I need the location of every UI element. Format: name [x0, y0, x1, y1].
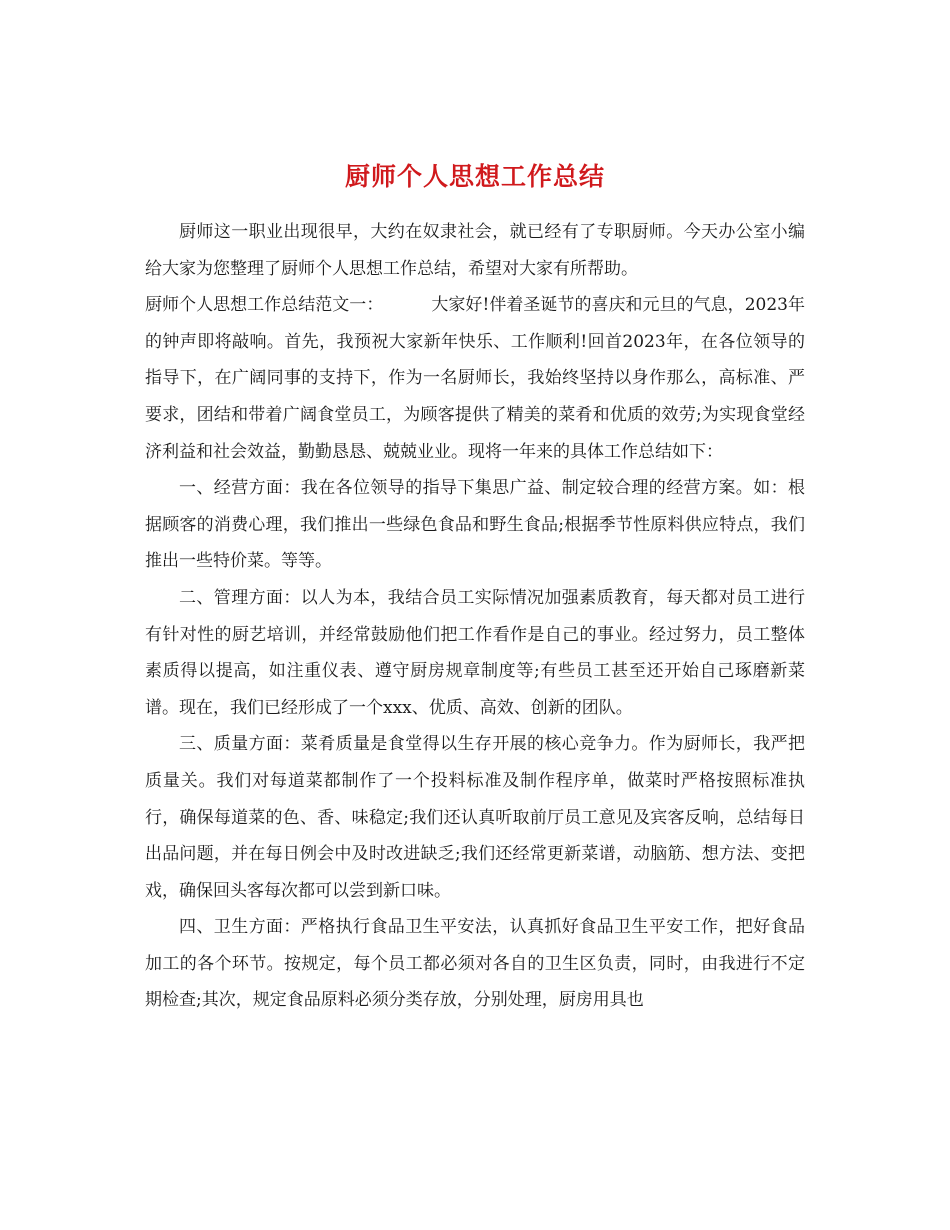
section-operations: 一、经营方面：我在各位领导的指导下集思广益、制定较合理的经营方案。如：根据顾客的消费心理，我们推出一些绿色食品和野生食品;根据季节性原料供应特点，我们推出一些特价菜。等等。 — [145, 478, 805, 572]
sample-paragraph — [145, 287, 805, 470]
section-quality: 三、质量方面：菜肴质量是食堂得以生存开展的核心竞争力。作为厨师长，我严把质量关。我们对每道菜都制作了一个投料标准及制作程序单，做菜时严格按照标准执行，确保每道菜的色、香、味稳定;我们还认真听取前厅员工意见及宾客反响，总结每日出品问题，并在每日例会中及时改进缺乏;我们还经常更新菜谱，动脑筋、想方法、变把戏，确保回头客每次都可以尝到新口味。 — [145, 734, 805, 901]
intro-paragraph: 厨师这一职业出现很早，大约在奴隶社会，就已经有了专职厨师。今天办公室小编给大家为您整理了厨师个人思想工作总结，希望对大家有所帮助。 — [145, 222, 805, 279]
sample-opening: 大家好!伴着圣诞节的喜庆和元旦的气息，2023年的钟声即将敲响。首先，我预祝大家新年快乐、工作顺利!回首2023年，在各位领导的指导下，在广阔同事的支持下，作为一名厨师长，我始终坚持以身作那么，高标准、严要求，团结和带着广阔食堂员工，为顾客提供了精美的菜肴和优质的效劳;为实现食堂经济利益和社会效益，勤勤恳恳、兢兢业业。现将一年来的具体工作总结如下： — [145, 295, 805, 462]
document-body — [145, 214, 805, 1019]
page-title: 厨师个人思想工作总结 — [344, 161, 605, 191]
sample-label: 厨师个人思想工作总结范文一： — [145, 295, 384, 316]
section-management: 二、管理方面：以人为本，我结合员工实际情况加强素质教育，每天都对员工进行有针对性的厨艺培训，并经常鼓励他们把工作看作是自己的事业。经过努力，员工整体素质得以提高，如注重仪表、遵守厨房规章制度等;有些员工甚至还开始自己琢磨新菜谱。现在，我们已经形成了一个xxx、优质、高效、创新的团队。 — [145, 587, 805, 718]
section-hygiene: 四、卫生方面：严格执行食品卫生平安法，认真抓好食品卫生平安工作，把好食品加工的各个环节。按规定，每个员工都必须对各自的卫生区负责，同时，由我进行不定期检查;其次，规定食品原料必须分类存放，分别处理，厨房用具也 — [145, 917, 805, 1011]
